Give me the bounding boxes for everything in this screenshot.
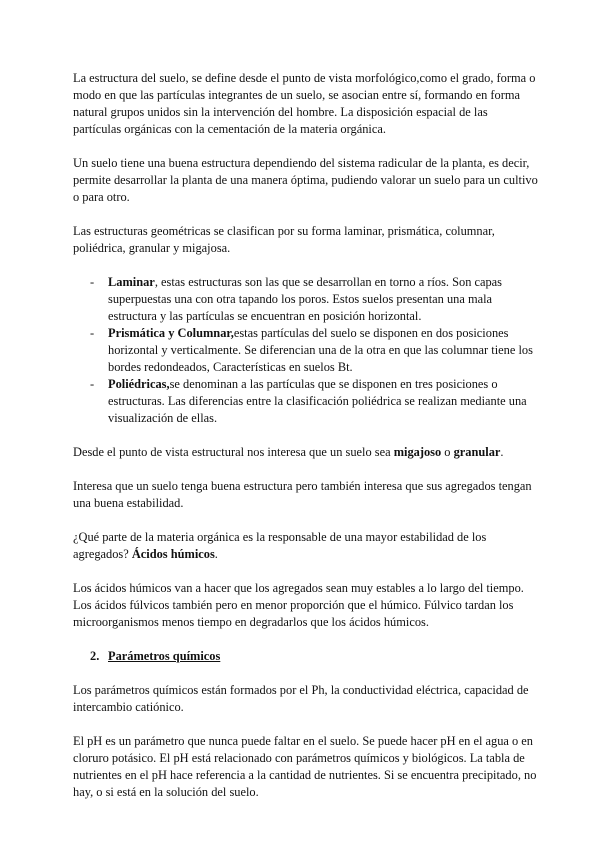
section-number: 2.: [90, 649, 100, 663]
list-item-prismatic-columnar: [90, 325, 538, 376]
paragraph-aggregate-stability: Interesa que un suelo tenga buena estructura pero también interesa que sus agregados tengan una buena estabilidad.: [73, 479, 532, 510]
section-heading: [90, 648, 538, 665]
term-polyhedral: Poliédricas,: [108, 377, 170, 391]
paragraph-soil-structure-definition: La estructura del suelo, se define desde el punto de vista morfológico,como el grado, forma o modo en que las partículas integrantes de un suelo, se asocian entre sí, formando en forma natural grupos unidos sin la intervención del hombre. La disposición espacial de las partículas orgánicas con la cementación de la materia orgánica.: [73, 71, 536, 136]
list-item-laminar: [90, 274, 538, 325]
paragraph-chemical-parameters: Los parámetros químicos están formados por el Ph, la conductividad eléctrica, capacidad de intercambio catiónico.: [73, 683, 529, 714]
list-item-text: estas partículas del suelo se disponen en dos posiciones horizontal y verticalmente. Se diferencian una de la otra en que las columnar tiene los bordes redondeados, Características en suelos Bt.: [108, 326, 533, 374]
paragraph-structural-interest: Desde el punto de vista estructural nos interesa que un suelo sea migajoso o granular.: [73, 445, 504, 459]
bullet-dash: -: [90, 275, 95, 289]
bullet-dash: -: [90, 377, 95, 391]
paragraph-humic-fulvic-acids: Los ácidos húmicos van a hacer que los agregados sean muy estables a lo largo del tiempo. Los ácidos fúlvicos también pero en menor proporción que el húmico. Fúlvico tardan los microorganismos menos tiempo en degradarlos que los ácidos húmicos.: [73, 581, 524, 629]
term-laminar: Laminar: [108, 275, 155, 289]
structure-types-list: [73, 274, 538, 427]
paragraph-question-organic-matter: ¿Qué parte de la materia orgánica es la responsable de una mayor estabilidad de los agregados? Ácidos húmicos.: [73, 530, 487, 561]
paragraph-good-structure: Un suelo tiene una buena estructura dependiendo del sistema radicular de la planta, es decir, permite desarrollar la planta de una manera óptima, pudiendo valorar un suelo para un cultivo o para otro.: [73, 156, 538, 204]
paragraph-geometric-classification: Las estructuras geométricas se clasifican por su forma laminar, prismática, columnar, poliédrica, granular y migajosa.: [73, 224, 495, 255]
term-humic-acids: Ácidos húmicos: [131, 547, 215, 561]
list-item-polyhedral: [90, 376, 538, 427]
bullet-dash: -: [90, 326, 95, 340]
paragraph-ph: El pH es un parámetro que nunca puede faltar en el suelo. Se puede hacer pH en el agua o en cloruro potásico. El pH está relacionado con parámetros químicos y biológicos. La tabla de nutrientes en el pH hace referencia a la cantidad de nutrientes. Si se encuentra precipitado, no hay, o si está en la solución del suelo.: [73, 734, 537, 799]
term-granular: granular: [453, 445, 501, 459]
term-prismatic-columnar: Prismática y Columnar,: [108, 326, 234, 340]
section-title: Parámetros químicos: [108, 649, 221, 663]
list-item-text: , estas estructuras son las que se desarrollan en torno a ríos. Son capas superpuestas una con otra tapando los poros. Estos suelos presentan una mala estructura y las partículas se encuentran en posición horizontal.: [108, 275, 502, 323]
list-item-text: se denominan a las partículas que se disponen en tres posiciones o estructuras. Las diferencias entre la clasificación poliédrica se realizan mediante una visualización de ellas.: [108, 377, 527, 425]
term-migajoso: migajoso: [393, 445, 442, 459]
